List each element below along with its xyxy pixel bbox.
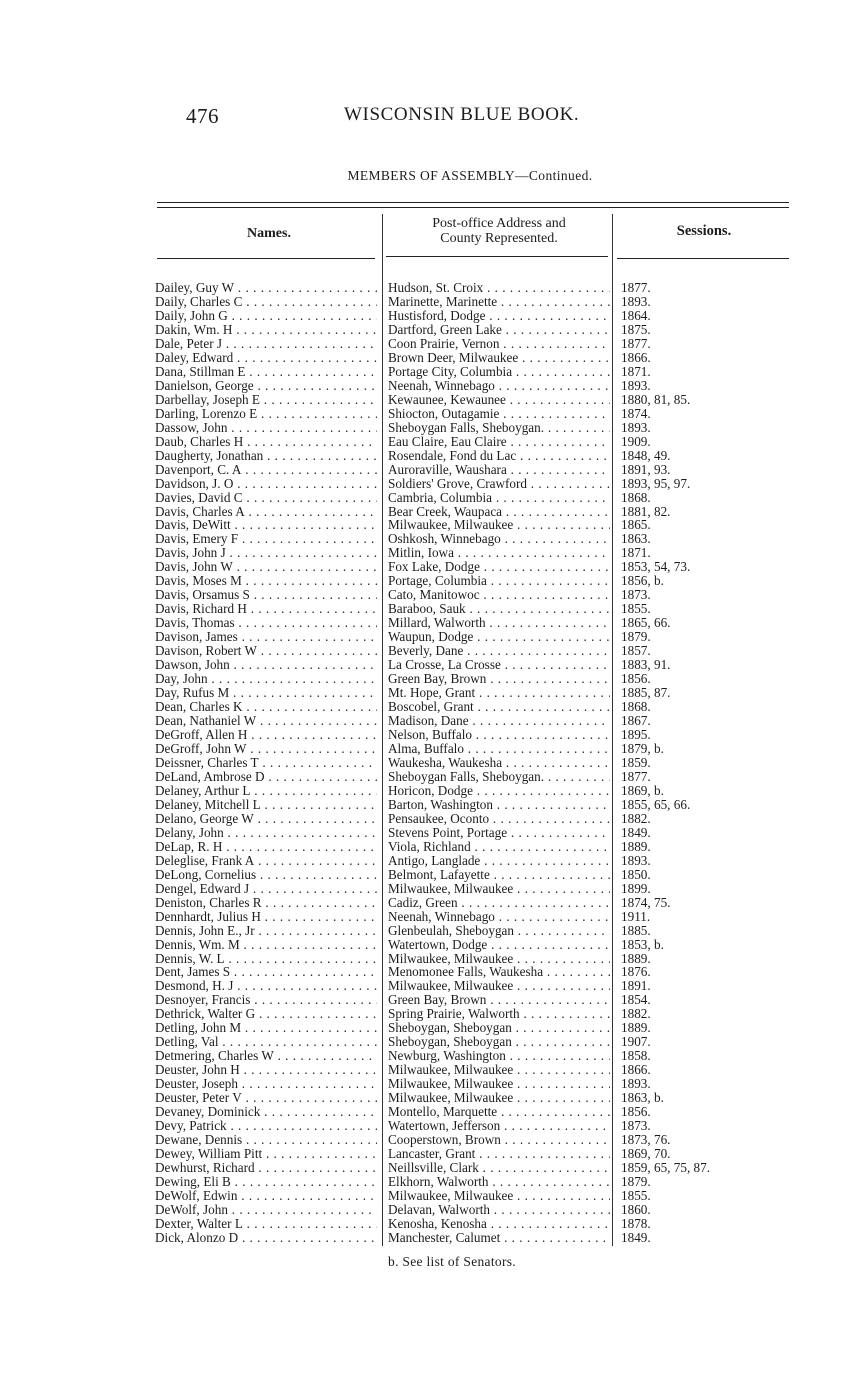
member-name: Davis, Moses M . . . [155,574,377,588]
member-sessions: 1849. [621,825,651,840]
member-name: Dean, Nathaniel W . . . [155,714,377,728]
member-address: Pensaukee, Oconto . . . [388,812,610,826]
member-address: Kenosha, Kenosha . . . [388,1217,610,1231]
member-sessions: 1911. [621,909,651,924]
member-sessions: 1864. [621,308,651,323]
table-row [155,812,795,826]
member-sessions: 1889. [621,1021,651,1036]
table-row [155,993,795,1007]
member-name: Devy, Patrick . . . [155,1119,377,1133]
member-name: Dewane, Dennis . . . [155,1133,377,1147]
member-sessions: 1868. [621,700,651,715]
table-row [155,546,795,560]
member-name: Dengel, Edward J . . . [155,882,377,896]
member-sessions: 1876. [621,965,651,980]
table-row [155,351,795,365]
member-sessions: 1848, 49. [621,448,671,463]
member-sessions: 1877. [621,769,651,784]
member-sessions: 1879, b. [621,741,664,756]
member-address: Sheboygan Falls, Sheboygan. . . . [388,421,610,435]
table-row [155,491,795,505]
member-name: Detling, John M . . . [155,1021,377,1035]
table-row [155,1147,795,1161]
member-address: Milwaukee, Milwaukee . . . [388,1063,610,1077]
member-sessions: 1856. [621,672,651,687]
table-row [155,532,795,546]
member-sessions: 1869, b. [621,783,664,798]
table-row [155,393,795,407]
member-sessions: 1857. [621,644,651,659]
member-address: Glenbeulah, Sheboygan . . . [388,924,610,938]
member-address: Portage City, Columbia . . . [388,365,610,379]
table-row [155,1077,795,1091]
header-address-line-2: County Represented. [440,231,558,246]
member-address: Lancaster, Grant . . . [388,1147,610,1161]
member-sessions: 1899. [621,881,651,896]
member-name: Day, John . . . [155,672,377,686]
member-name: Darbellay, Joseph E . . . [155,393,377,407]
member-address: Milwaukee, Milwaukee . . . [388,1091,610,1105]
member-name: Daugherty, Jonathan . . . [155,449,377,463]
member-address: Cambria, Columbia . . . [388,491,610,505]
table-row [155,407,795,421]
member-address: Dartford, Green Lake . . . [388,323,610,337]
member-sessions: 1893. [621,378,651,393]
table-row [155,728,795,742]
member-sessions: 1863. [621,532,651,547]
member-sessions: 1895. [621,728,651,742]
member-sessions: 1875. [621,322,651,337]
member-sessions: 1859, 65, 75, 87. [621,1161,711,1176]
table-row [155,1133,795,1147]
member-address: Alma, Buffalo . . . [388,742,610,756]
member-sessions: 1859. [621,755,651,770]
table-row [155,756,795,770]
member-name: Dewing, Eli B . . . [155,1175,377,1189]
member-name: Deuster, John H . . . [155,1063,377,1077]
table-row [155,854,795,868]
member-address: Soldiers' Grove, Crawford . . . [388,477,610,491]
header-sessions: Sessions. [676,223,732,239]
member-name: DeWolf, Edwin . . . [155,1189,377,1203]
table-row [155,435,795,449]
member-sessions: 1893. [621,1077,651,1092]
table-row [155,630,795,644]
table-top-rule-second [157,207,789,208]
member-name: DeLong, Cornelius . . . [155,868,377,882]
table-row [155,602,795,616]
member-address: Watertown, Dodge . . . [388,938,610,952]
member-name: Davidson, J. O . . . [155,477,377,491]
table-row [155,840,795,854]
member-address: Portage, Columbia . . . [388,574,610,588]
member-sessions: 1856, b. [621,574,664,589]
members-table [155,281,795,1245]
member-address: Marinette, Marinette . . . [388,295,610,309]
member-address: Cato, Manitowoc . . . [388,588,610,602]
member-address: Milwaukee, Milwaukee . . . [388,979,610,993]
member-sessions: 1855. [621,1188,651,1203]
member-sessions: 1877. [621,281,651,295]
table-row [155,616,795,630]
table-row [155,295,795,309]
member-sessions: 1868. [621,490,651,505]
running-head: WISCONSIN BLUE BOOK. [344,104,580,125]
member-address: Belmont, Lafayette . . . [388,868,610,882]
member-sessions: 1893. [621,853,651,868]
member-name: Dakin, Wm. H . . . [155,323,377,337]
header-rule-names [157,258,375,259]
member-sessions: 1885, 87. [621,686,671,701]
table-row [155,309,795,323]
member-name: Dent, James S . . . [155,965,377,979]
member-name: Dexter, Walter L . . . [155,1217,377,1231]
member-name: Deleglise, Frank A . . . [155,854,377,868]
member-sessions: 1860. [621,1202,651,1217]
header-rule-address [386,256,608,257]
table-row [155,337,795,351]
table-row [155,379,795,393]
member-address: Beverly, Dane . . . [388,644,610,658]
member-address: Sheboygan Falls, Sheboygan. . . . [388,770,610,784]
table-row [155,1175,795,1189]
member-address: Neillsville, Clark . . . [388,1161,610,1175]
member-sessions: 1849. [621,1230,651,1245]
member-name: DeLand, Ambrose D . . . [155,770,377,784]
header-names: Names. [247,226,291,241]
member-name: DeGroff, Allen H . . . [155,728,377,742]
member-address: Hudson, St. Croix . . . [388,281,610,295]
member-sessions: 1865, 66. [621,616,671,631]
member-name: Davis, Thomas . . . [155,616,377,630]
member-address: Cadiz, Green . . . [388,896,610,910]
member-address: Viola, Richland . . . [388,840,610,854]
table-row [155,1007,795,1021]
table-row [155,1161,795,1175]
member-sessions: 1866. [621,1063,651,1078]
member-name: Dennhardt, Julius H . . . [155,910,377,924]
member-sessions: 1866. [621,350,651,365]
member-address: Stevens Point, Portage . . . [388,826,610,840]
member-sessions: 1873, 76. [621,1133,671,1148]
member-address: Neenah, Winnebago . . . [388,379,610,393]
member-address: Waupun, Dodge . . . [388,630,610,644]
member-name: Davies, David C . . . [155,491,377,505]
header-address [388,216,610,246]
member-address: Mitlin, Iowa . . . [388,546,610,560]
member-sessions: 1893. [621,420,651,435]
member-name: Dennis, W. L . . . [155,952,377,966]
table-row [155,826,795,840]
member-name: DeGroff, John W . . . [155,742,377,756]
table-row [155,798,795,812]
member-name: DeLap, R. H . . . [155,840,377,854]
member-address: Sheboygan, Sheboygan . . . [388,1035,610,1049]
table-row [155,938,795,952]
member-sessions: 1874, 75. [621,895,671,910]
page-number: 476 [186,104,219,128]
member-address: Manchester, Calumet . . . [388,1231,610,1245]
member-name: Dailey, Guy W . . . [155,281,377,295]
member-name: Davis, Richard H . . . [155,602,377,616]
member-address: Spring Prairie, Walworth . . . [388,1007,610,1021]
table-row [155,323,795,337]
member-address: Millard, Walworth . . . [388,616,610,630]
table-row [155,882,795,896]
table-row [155,1049,795,1063]
table-row [155,784,795,798]
member-name: Delaney, Mitchell L . . . [155,798,377,812]
member-address: Hustisford, Dodge . . . [388,309,610,323]
member-sessions: 1885. [621,923,651,938]
table-row [155,1091,795,1105]
member-name: Dawson, John . . . [155,658,377,672]
member-name: Deissner, Charles T . . . [155,756,377,770]
member-sessions: 1881, 82. [621,504,671,519]
table-row [155,588,795,602]
table-row [155,574,795,588]
member-sessions: 1865. [621,518,651,533]
table-row [155,365,795,379]
member-name: Darling, Lorenzo E . . . [155,407,377,421]
member-sessions: 1907. [621,1035,651,1050]
member-name: Dick, Alonzo D . . . [155,1231,377,1245]
section-title: MEMBERS OF ASSEMBLY—Continued. [347,168,593,183]
member-address: Milwaukee, Milwaukee . . . [388,952,610,966]
member-sessions: 1889. [621,951,651,966]
table-row [155,1119,795,1133]
member-name: Dennis, John E., Jr . . . [155,924,377,938]
member-sessions: 1850. [621,867,651,882]
member-address: Baraboo, Sauk . . . [388,602,610,616]
member-name: Deuster, Joseph . . . [155,1077,377,1091]
member-sessions: 1883, 91. [621,658,671,673]
table-row [155,1035,795,1049]
member-sessions: 1853, b. [621,937,664,952]
member-address: La Crosse, La Crosse . . . [388,658,610,672]
table-row [155,449,795,463]
member-name: Danielson, George . . . [155,379,377,393]
member-name: Delaney, Arthur L . . . [155,784,377,798]
table-row [155,505,795,519]
table-top-rule [157,202,789,203]
member-sessions: 1882. [621,1007,651,1022]
header-rule-sessions [617,258,789,259]
member-sessions: 1878. [621,1216,651,1231]
member-name: Dassow, John . . . [155,421,377,435]
member-address: Kewaunee, Kewaunee . . . [388,393,610,407]
table-row [155,896,795,910]
member-sessions: 1879. [621,630,651,645]
member-sessions: 1873. [621,1119,651,1134]
member-sessions: 1879. [621,1175,651,1189]
member-address: Madison, Dane . . . [388,714,610,728]
table-row [155,658,795,672]
member-sessions: 1873. [621,588,651,603]
member-address: Nelson, Buffalo . . . [388,728,610,742]
member-sessions: 1891. [621,979,651,994]
table-row [155,770,795,784]
member-name: Davison, James . . . [155,630,377,644]
member-name: Davis, John J . . . [155,546,377,560]
member-name: Davis, Orsamus S . . . [155,588,377,602]
member-name: Detling, Val . . . [155,1035,377,1049]
member-name: Dale, Peter J . . . [155,337,377,351]
member-address: Auroraville, Waushara . . . [388,463,610,477]
member-sessions: 1863, b. [621,1091,664,1106]
member-name: Dana, Stillman E . . . [155,365,377,379]
member-address: Milwaukee, Milwaukee . . . [388,1077,610,1091]
table-row [155,1063,795,1077]
table-row [155,560,795,574]
member-address: Neenah, Winnebago . . . [388,910,610,924]
member-address: Boscobel, Grant . . . [388,700,610,714]
table-row [155,518,795,532]
member-sessions: 1858. [621,1049,651,1064]
member-sessions: 1855. [621,602,651,617]
member-name: Dean, Charles K . . . [155,700,377,714]
member-address: Barton, Washington . . . [388,798,610,812]
member-sessions: 1893. [621,294,651,309]
member-name: Deuster, Peter V . . . [155,1091,377,1105]
member-name: Desnoyer, Francis . . . [155,993,377,1007]
member-address: Montello, Marquette . . . [388,1105,610,1119]
member-sessions: 1856. [621,1105,651,1120]
member-address: Mt. Hope, Grant . . . [388,686,610,700]
member-sessions: 1882. [621,811,651,826]
member-sessions: 1874. [621,406,651,421]
member-address: Milwaukee, Milwaukee . . . [388,518,610,532]
member-name: Desmond, H. J . . . [155,979,377,993]
member-address: Shiocton, Outagamie . . . [388,407,610,421]
member-name: Davis, John W . . . [155,560,377,574]
member-name: Daley, Edward . . . [155,351,377,365]
member-address: Watertown, Jefferson . . . [388,1119,610,1133]
table-row [155,910,795,924]
member-name: Detmering, Charles W . . . [155,1049,377,1063]
member-name: Davison, Robert W . . . [155,644,377,658]
table-row [155,700,795,714]
member-name: DeWolf, John . . . [155,1203,377,1217]
member-address: Horicon, Dodge . . . [388,784,610,798]
table-row [155,672,795,686]
table-row [155,644,795,658]
table-row [155,421,795,435]
member-sessions: 1869, 70. [621,1147,671,1162]
table-row [155,281,795,295]
table-row [155,714,795,728]
member-name: Daub, Charles H . . . [155,435,377,449]
member-sessions: 1909. [621,434,651,449]
member-sessions: 1867. [621,714,651,729]
member-name: Dethrick, Walter G . . . [155,1007,377,1021]
member-sessions: 1855, 65, 66. [621,797,691,812]
member-name: Dewey, William Pitt . . . [155,1147,377,1161]
table-row [155,868,795,882]
table-row [155,686,795,700]
member-address: Bear Creek, Waupaca . . . [388,505,610,519]
member-sessions: 1889. [621,839,651,854]
member-address: Green Bay, Brown . . . [388,672,610,686]
member-address: Milwaukee, Milwaukee . . . [388,1189,610,1203]
table-row [155,1021,795,1035]
member-address: Green Bay, Brown . . . [388,993,610,1007]
member-name: Daily, Charles C . . . [155,295,377,309]
member-name: Delany, John . . . [155,826,377,840]
table-row [155,924,795,938]
member-address: Milwaukee, Milwaukee . . . [388,882,610,896]
table-row [155,1217,795,1231]
member-sessions: 1854. [621,993,651,1008]
member-address: Sheboygan, Sheboygan . . . [388,1021,610,1035]
member-address: Delavan, Walworth . . . [388,1203,610,1217]
member-address: Cooperstown, Brown . . . [388,1133,610,1147]
member-name: Dennis, Wm. M . . . [155,938,377,952]
table-row [155,1203,795,1217]
member-address: Coon Prairie, Vernon . . . [388,337,610,351]
header-address-line-1: Post-office Address and [432,216,566,231]
table-row [155,965,795,979]
member-sessions: 1891, 93. [621,462,671,477]
member-name: Dewhurst, Richard . . . [155,1161,377,1175]
member-sessions: 1853, 54, 73. [621,560,691,575]
member-name: Davenport, C. A . . . [155,463,377,477]
member-name: Daily, John G . . . [155,309,377,323]
table-row [155,1231,795,1245]
footnote: b. See list of Senators. [388,1254,516,1269]
member-address: Fox Lake, Dodge . . . [388,560,610,574]
member-name: Deniston, Charles R . . . [155,896,377,910]
table-row [155,979,795,993]
table-row [155,1189,795,1203]
member-address: Elkhorn, Walworth . . . [388,1175,610,1189]
table-row [155,477,795,491]
member-address: Antigo, Langlade . . . [388,854,610,868]
member-name: Davis, Charles A . . . [155,505,377,519]
member-address: Waukesha, Waukesha . . . [388,756,610,770]
member-sessions: 1871. [621,364,651,379]
member-sessions: 1880, 81, 85. [621,392,691,407]
member-sessions: 1877. [621,336,651,351]
member-address: Newburg, Washington . . . [388,1049,610,1063]
member-sessions: 1893, 95, 97. [621,476,691,491]
member-address: Eau Claire, Eau Claire . . . [388,435,610,449]
member-name: Davis, DeWitt . . . [155,518,377,532]
member-sessions: 1871. [621,546,651,561]
table-row [155,463,795,477]
member-name: Devaney, Dominick . . . [155,1105,377,1119]
member-name: Delano, George W . . . [155,812,377,826]
member-name: Davis, Emery F . . . [155,532,377,546]
table-row [155,742,795,756]
table-row [155,952,795,966]
member-address: Oshkosh, Winnebago . . . [388,532,610,546]
member-address: Brown Deer, Milwaukee . . . [388,351,610,365]
member-address: Menomonee Falls, Waukesha . . . [388,965,610,979]
member-name: Day, Rufus M . . . [155,686,377,700]
table-row [155,1105,795,1119]
member-address: Rosendale, Fond du Lac . . . [388,449,610,463]
